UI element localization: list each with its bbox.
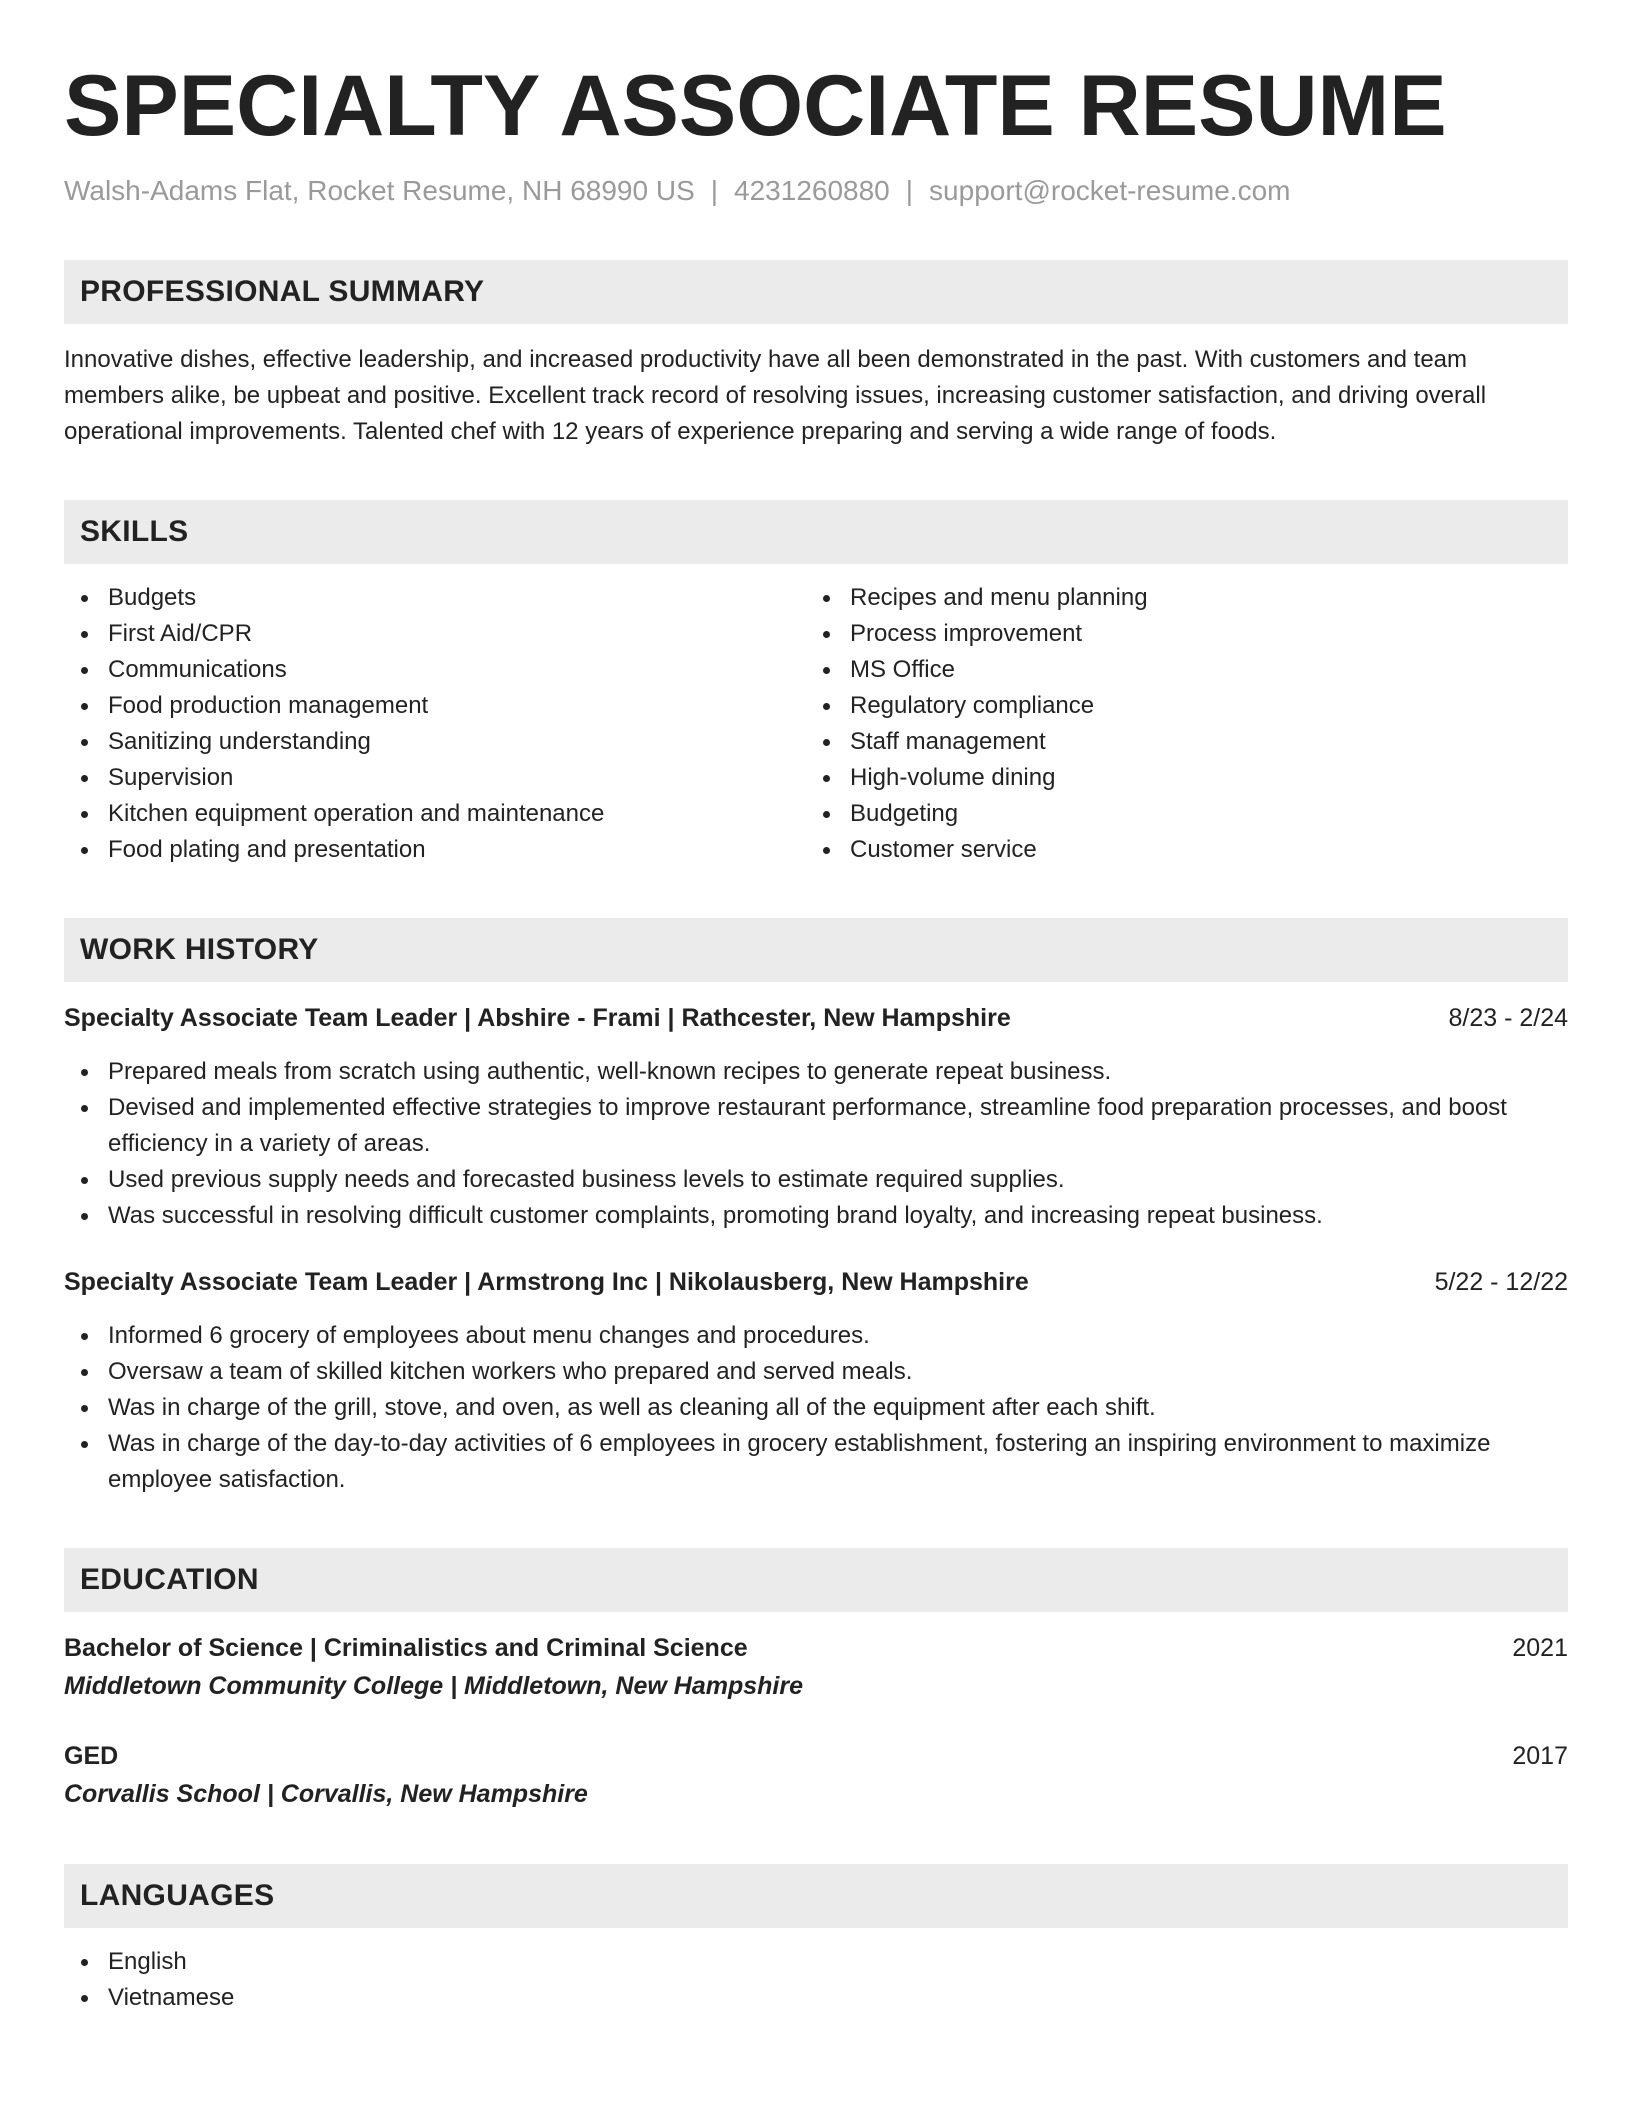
skill-item: Budgeting — [806, 796, 1548, 832]
contact-phone: 4231260880 — [734, 175, 890, 206]
duty-item: Was in charge of the grill, stove, and oven, as well as cleaning all of the equipment after each shift. — [64, 1390, 1568, 1426]
section-title: PROFESSIONAL SUMMARY — [80, 275, 485, 308]
degree-title: GED — [64, 1742, 119, 1770]
job-duties — [64, 1318, 1568, 1498]
duty-item: Oversaw a team of skilled kitchen workers who prepared and served meals. — [64, 1354, 1568, 1390]
education-header — [64, 1738, 1568, 1774]
school-name: Corvallis School | Corvallis, New Hampshire — [64, 1780, 588, 1808]
skill-item: Budgets — [64, 580, 806, 616]
skill-item: Food production management — [64, 688, 806, 724]
skills-list — [64, 580, 1568, 868]
education-entry — [64, 1630, 1568, 1706]
job-title: Specialty Associate Team Leader | Abshire - Frami | Rathcester, New Hampshire — [64, 1004, 1011, 1032]
duty-item: Devised and implemented effective strategies to improve restaurant performance, streamline food preparation processes, and boost efficiency in a variety of areas. — [64, 1090, 1568, 1162]
summary-text: Innovative dishes, effective leadership, and increased productivity have all been demonstrated in the past. With customers and team members alike, be upbeat and positive. Excellent track record of resolving issues, increasing customer satisfaction, and driving overall operational improvements. Talented chef with 12 years of experience preparing and serving a wide range of foods. — [64, 346, 1487, 445]
section-header-work-history — [64, 918, 1568, 982]
duty-item: Was successful in resolving difficult customer complaints, promoting brand loyalty, and increasing repeat business. — [64, 1198, 1568, 1234]
contact-address: Walsh-Adams Flat, Rocket Resume, NH 68990 US — [64, 175, 695, 206]
skill-item: Communications — [64, 652, 806, 688]
section-header-education — [64, 1548, 1568, 1612]
duty-item: Used previous supply needs and forecasted business levels to estimate required supplies. — [64, 1162, 1568, 1198]
duty-item: Informed 6 grocery of employees about menu changes and procedures. — [64, 1318, 1568, 1354]
skill-item: Sanitizing understanding — [64, 724, 806, 760]
duty-item: Was in charge of the day-to-day activities of 6 employees in grocery establishment, fostering an inspiring environment to maximize employee satisfaction. — [64, 1426, 1568, 1498]
contact-email: support@rocket-resume.com — [929, 175, 1291, 206]
skill-item: Supervision — [64, 760, 806, 796]
graduation-year: 2021 — [1512, 1634, 1568, 1662]
skill-item: Kitchen equipment operation and maintenance — [64, 796, 806, 832]
skill-item: Food plating and presentation — [64, 832, 806, 868]
graduation-year: 2017 — [1512, 1742, 1568, 1770]
skill-item: MS Office — [806, 652, 1548, 688]
contact-line — [64, 174, 1568, 208]
section-header-summary — [64, 260, 1568, 324]
section-header-languages — [64, 1864, 1568, 1928]
duty-item: Prepared meals from scratch using authentic, well-known recipes to generate repeat business. — [64, 1054, 1568, 1090]
language-item: English — [64, 1944, 1568, 1980]
job-header — [64, 1264, 1568, 1300]
job-duties — [64, 1054, 1568, 1234]
skill-item: Staff management — [806, 724, 1548, 760]
resume-title: SPECIALTY ASSOCIATE RESUME — [64, 58, 1447, 154]
skill-item: Customer service — [806, 832, 1548, 868]
skills-column-left — [64, 580, 806, 868]
skills-column-right — [806, 580, 1548, 868]
section-title: WORK HISTORY — [80, 933, 319, 966]
skill-item: Regulatory compliance — [806, 688, 1548, 724]
job-entry — [64, 1264, 1568, 1498]
job-header — [64, 1000, 1568, 1036]
education-entry — [64, 1738, 1568, 1814]
contact-separator: | — [710, 175, 719, 206]
section-header-skills — [64, 500, 1568, 564]
job-title: Specialty Associate Team Leader | Armstrong Inc | Nikolausberg, New Hampshire — [64, 1268, 1029, 1296]
contact-separator: | — [905, 175, 914, 206]
education-header — [64, 1630, 1568, 1666]
language-item: Vietnamese — [64, 1980, 1568, 2016]
section-title: EDUCATION — [80, 1563, 259, 1596]
job-entry — [64, 1000, 1568, 1234]
skill-item: Process improvement — [806, 616, 1548, 652]
job-dates: 8/23 - 2/24 — [1448, 1004, 1568, 1032]
languages-list — [64, 1944, 1568, 2016]
skill-item: High-volume dining — [806, 760, 1548, 796]
resume-page — [64, 58, 1568, 2016]
job-dates: 5/22 - 12/22 — [1434, 1268, 1568, 1296]
skill-item: Recipes and menu planning — [806, 580, 1548, 616]
section-title: SKILLS — [80, 515, 189, 548]
degree-title: Bachelor of Science | Criminalistics and Criminal Science — [64, 1634, 748, 1662]
skill-item: First Aid/CPR — [64, 616, 806, 652]
section-title: LANGUAGES — [80, 1879, 275, 1912]
school-name: Middletown Community College | Middletown, New Hampshire — [64, 1672, 803, 1700]
